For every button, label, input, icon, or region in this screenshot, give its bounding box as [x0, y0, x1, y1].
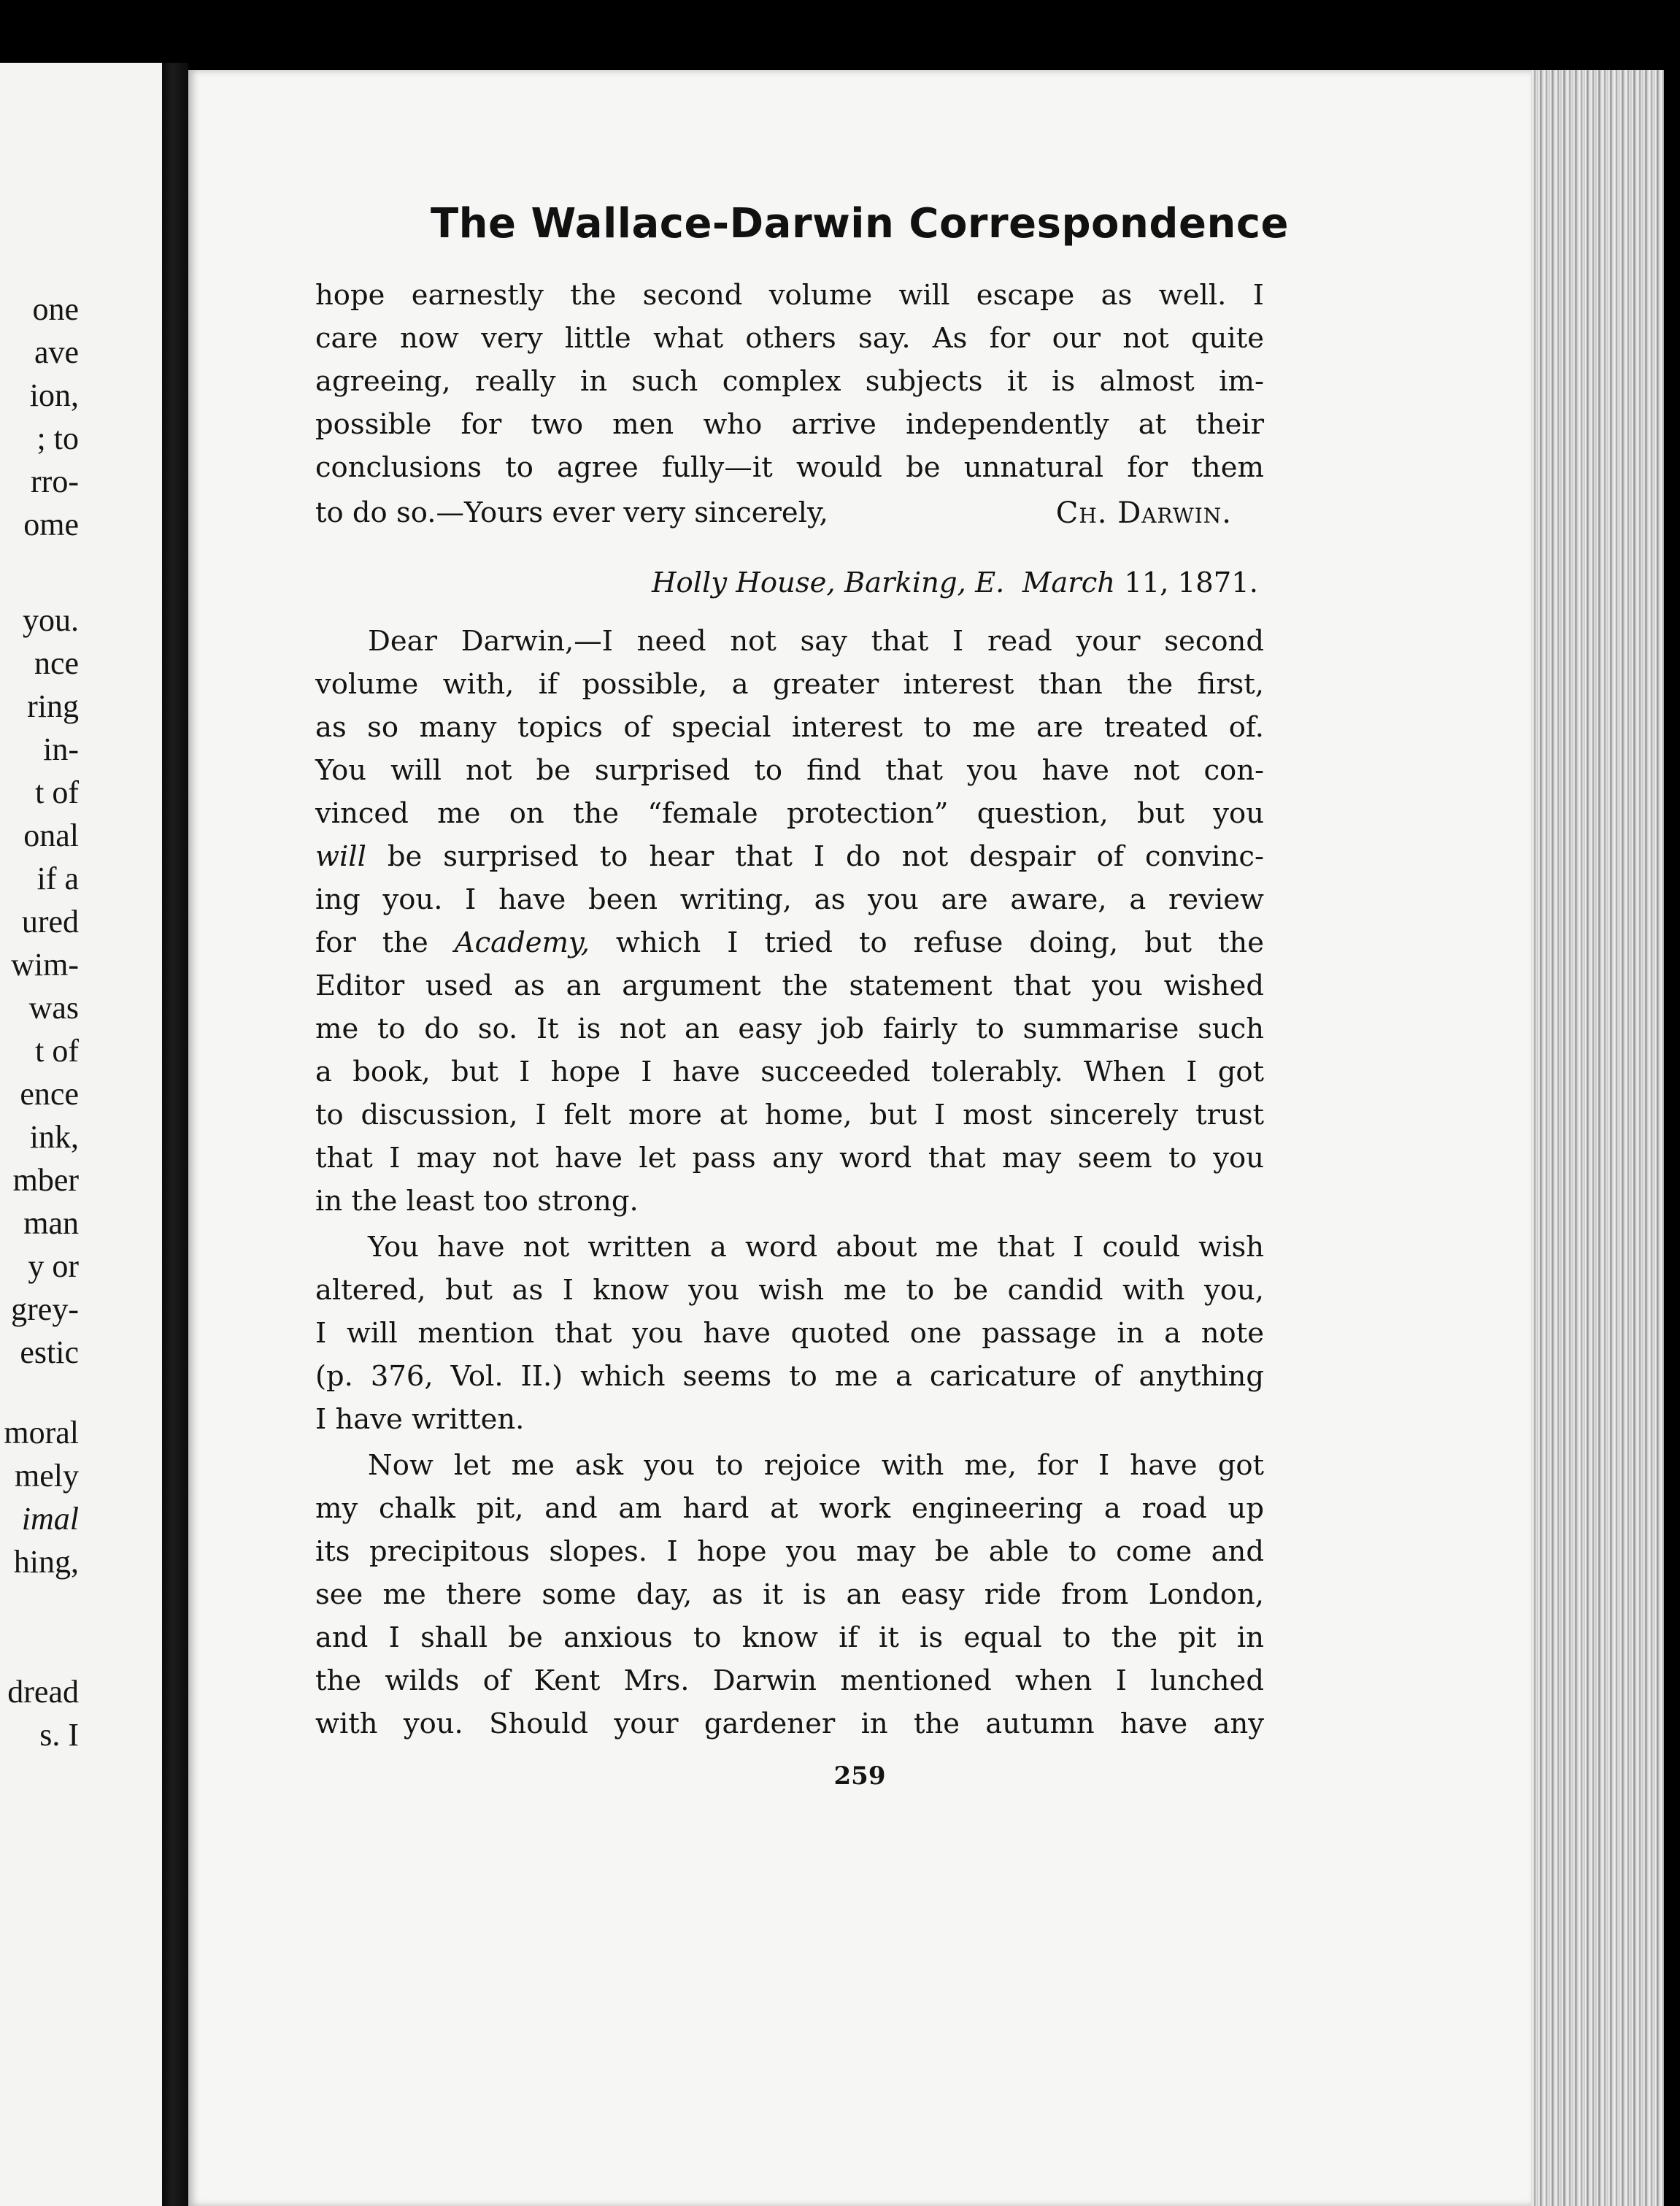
facing-page-fragment: ink,	[29, 1119, 79, 1155]
facing-page-fragment: you.	[23, 602, 79, 638]
text-line: Editor used as an argument the statement that you wished	[315, 969, 1264, 1002]
text-line: care now very little what others say. As for our not quite	[315, 322, 1264, 355]
text-line: a book, but I hope I have succeeded tolerably. When I got	[315, 1056, 1264, 1088]
facing-page-fragment: moral	[4, 1415, 79, 1450]
dateline-place: Holly House, Barking, E.	[651, 566, 1005, 599]
text-line: (p. 376, Vol. II.) which seems to me a caricature of anything	[315, 1360, 1264, 1393]
running-head: The Wallace-Darwin Correspondence	[430, 200, 1290, 247]
text-line: Dear Darwin,—I need not say that I read your second	[368, 625, 1264, 658]
facing-page-fragment: ence	[20, 1076, 79, 1112]
text-span: be surprised to hear that I do not despair of convinc-	[387, 840, 1264, 873]
background-shadow	[1664, 0, 1680, 2206]
italic-word: will	[315, 840, 366, 873]
text-line: volume with, if possible, a greater interest than the first,	[315, 668, 1264, 701]
text-line: in the least too strong.	[315, 1185, 639, 1218]
text-line: agreeing, really in such complex subjects it is almost im-	[315, 365, 1264, 398]
facing-page-fragment: ured	[21, 904, 79, 939]
facing-page-fragment: was	[28, 990, 79, 1026]
facing-page-fragment: s. I	[39, 1717, 79, 1753]
text-line: possible for two men who arrive independently at their	[315, 408, 1264, 441]
facing-page-fragment: mely	[15, 1458, 79, 1494]
text-line: ing you. I have been writing, as you are aware, a review	[315, 883, 1264, 916]
text-line: its precipitous slopes. I hope you may be able to come and	[315, 1535, 1264, 1568]
text-line: altered, but as I know you wish me to be candid with you,	[315, 1274, 1264, 1307]
text-line: and I shall be anxious to know if it is equal to the pit in	[315, 1621, 1264, 1654]
text-line	[315, 836, 1264, 878]
facing-page-fragment: mber	[12, 1162, 79, 1198]
signature: Ch. Darwin.	[1055, 496, 1232, 530]
text-line: as so many topics of special interest to me are treated of.	[315, 711, 1264, 744]
text-span: for the	[315, 926, 428, 959]
facing-page-fragment: imal	[21, 1501, 79, 1537]
facing-page-fragment: in-	[43, 731, 79, 767]
dateline-month: March	[1022, 566, 1116, 599]
facing-page-fragment: t of	[35, 775, 79, 810]
text-line: the wilds of Kent Mrs. Darwin mentioned when I lunched	[315, 1664, 1264, 1697]
text-line: You will not be surprised to find that you have not con-	[315, 754, 1264, 787]
page-number: 259	[833, 1761, 886, 1791]
facing-page-fragment: if a	[36, 861, 79, 896]
facing-page-fragment: ion,	[29, 377, 79, 413]
closing-line	[315, 492, 1264, 534]
facing-page	[0, 63, 162, 2206]
facing-page-fragment: y or	[28, 1248, 79, 1284]
page-edges	[1531, 70, 1664, 2206]
facing-page-fragment: dread	[7, 1674, 79, 1710]
text-line: with you. Should your gardener in the autumn have any	[315, 1707, 1264, 1740]
facing-page-fragment: grey-	[11, 1291, 79, 1327]
text-line: my chalk pit, and am hard at work engineering a road up	[315, 1492, 1264, 1525]
text-span: which I tried to refuse doing, but the	[615, 926, 1264, 959]
facing-page-fragment: ave	[34, 334, 79, 370]
text-line	[315, 922, 1264, 964]
text-line: I have written.	[315, 1403, 525, 1436]
text-line: Now let me ask you to rejoice with me, for I have got	[368, 1449, 1264, 1482]
facing-page-fragment: estic	[20, 1334, 79, 1370]
text-line: to discussion, I felt more at home, but I most sincerely trust	[315, 1099, 1264, 1131]
facing-page-fragment: man	[23, 1205, 79, 1241]
facing-page-fragment: t of	[35, 1033, 79, 1069]
facing-page-fragment: nce	[34, 645, 79, 681]
facing-page-fragment: rro-	[31, 464, 79, 499]
text-line: hope earnestly the second volume will escape as well. I	[315, 279, 1264, 312]
facing-page-fragment: ome	[23, 507, 79, 542]
facing-page-fragment: one	[32, 291, 79, 327]
closing-salutation: to do so.—Yours ever very sincerely,	[315, 496, 828, 529]
text-line: see me there some day, as it is an easy ride from London,	[315, 1578, 1264, 1611]
dateline-date: 11, 1871.	[1124, 566, 1258, 599]
italic-title: Academy,	[454, 926, 590, 959]
text-line: that I may not have let pass any word that may seem to you	[315, 1142, 1264, 1175]
text-line: conclusions to agree fully—it would be unnatural for them	[315, 451, 1264, 484]
book-gutter	[162, 63, 188, 2206]
facing-page-fragment: ; to	[36, 420, 79, 456]
facing-page-fragment: hing,	[13, 1544, 79, 1580]
text-line: I will mention that you have quoted one passage in a note	[315, 1317, 1264, 1350]
facing-page-fragment: onal	[23, 818, 79, 853]
text-line: You have not written a word about me that I could wish	[368, 1231, 1264, 1264]
text-line: vinced me on the “female protection” question, but you	[315, 797, 1264, 830]
facing-page-fragment: wim-	[11, 947, 79, 983]
dateline	[315, 562, 1264, 604]
text-line: me to do so. It is not an easy job fairly to summarise such	[315, 1012, 1264, 1045]
facing-page-fragment: ring	[27, 688, 79, 724]
